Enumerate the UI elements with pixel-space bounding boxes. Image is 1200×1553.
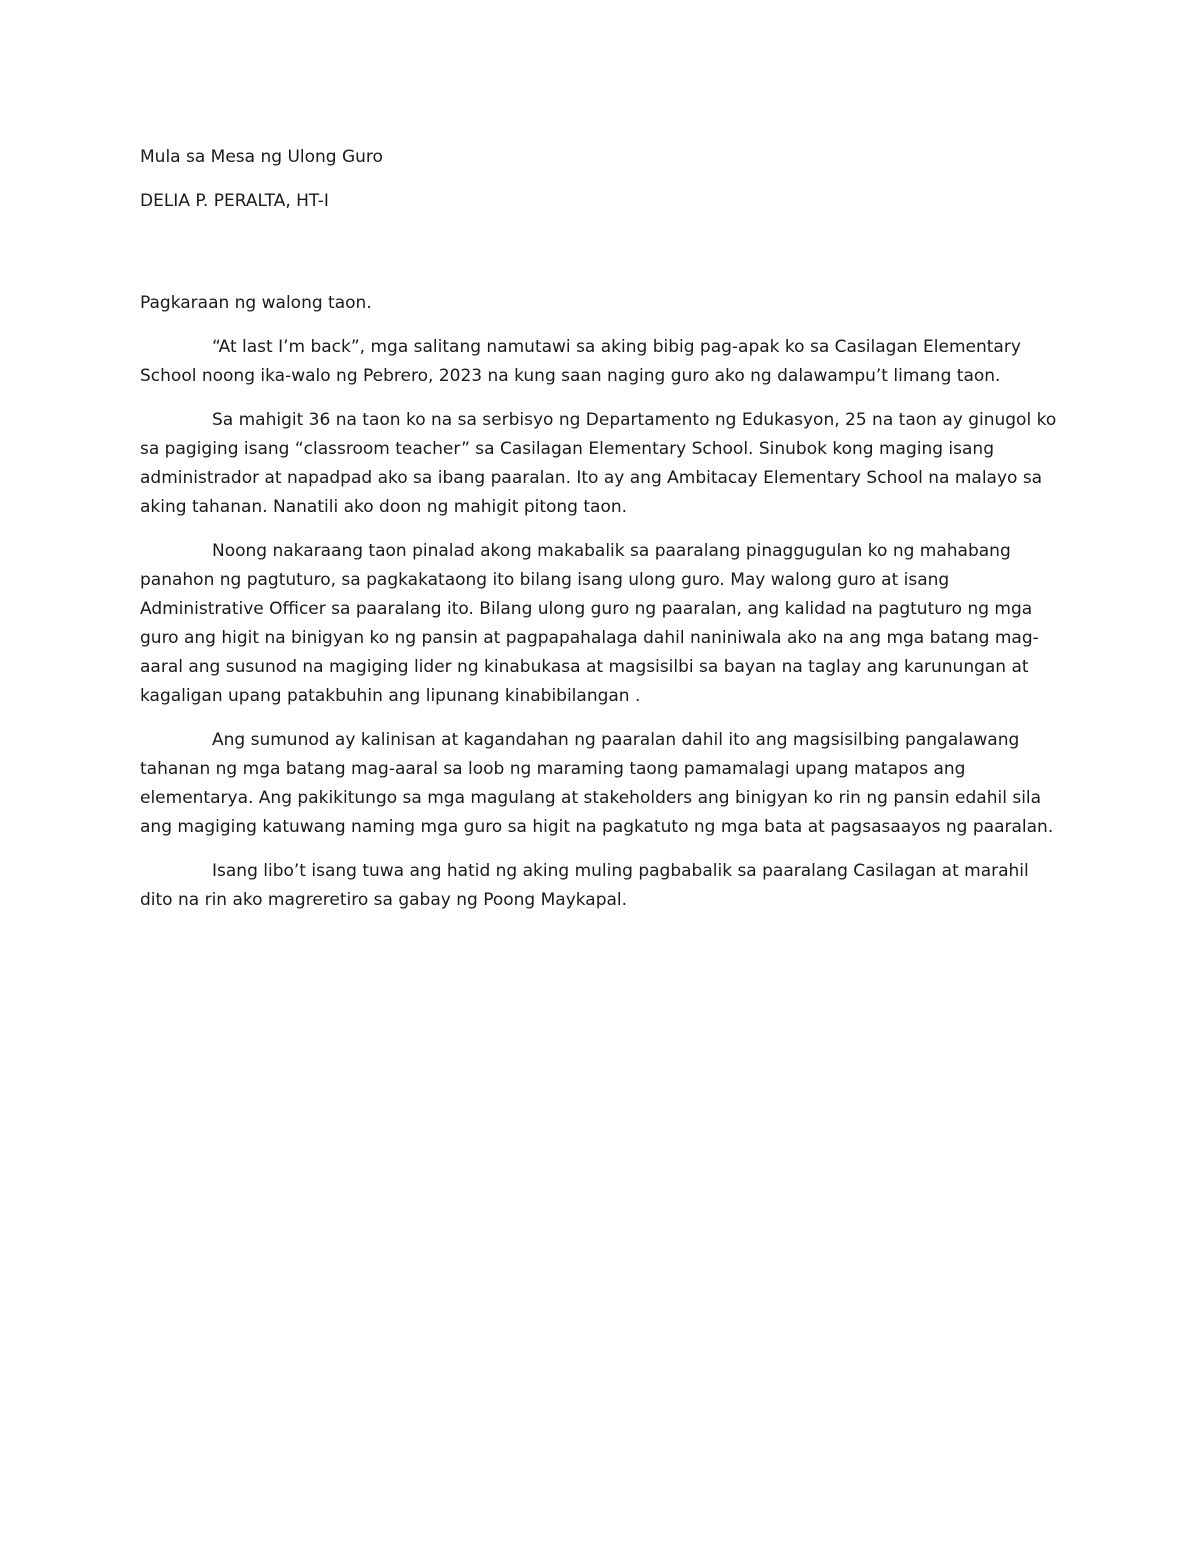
paragraph-2: Sa mahigit 36 na taon ko na sa serbisyo ng Departamento ng Edukasyon, 25 na taon ay ginugol ko sa pagiging isang “classroom teacher” sa Casilagan Elementary School. Sinubok kong maging isang administrador at napadpad ako sa ibang paaralan. Ito ay ang Ambitacay Elementary School na malayo sa aking tahanan. Nanatili ako doon ng mahigit pitong taon. bbox=[140, 410, 1057, 517]
document-body bbox=[140, 143, 1060, 930]
document-heading: Mula sa Mesa ng Ulong Guro bbox=[140, 147, 383, 167]
author-line: DELIA P. PERALTA, HT-I bbox=[140, 191, 329, 211]
spacer bbox=[140, 216, 1060, 289]
paragraph-1: “At last I’m back”, mga salitang namutawi sa aking bibig pag-apak ko sa Casilagan Elementary School noong ika-walo ng Pebrero, 2023 na kung saan naging guro ako ng dalawampu’t limang taon. bbox=[140, 337, 1021, 386]
paragraph-5: Isang libo’t isang tuwa ang hatid ng aking muling pagbabalik sa paaralang Casilagan at marahil dito na rin ako magreretiro sa gabay ng Poong Maykapal. bbox=[140, 861, 1029, 910]
opening-line: Pagkaraan ng walong taon. bbox=[140, 293, 372, 313]
paragraph-3: Noong nakaraang taon pinalad akong makabalik sa paaralang pinaggugulan ko ng mahabang panahon ng pagtuturo, sa pagkakataong ito bilang isang ulong guro. May walong guro at isang Administrative Officer sa paaralang ito. Bilang ulong guro ng paaralan, ang kalidad na pagtuturo ng mga guro ang higit na binigyan ko ng pansin at pagpapahalaga dahil naniniwala ako na ang mga batang mag-aaral ang susunod na magiging lider ng kinabukasa at magsisilbi sa bayan na taglay ang karunungan at kagaligan upang patakbuhin ang lipunang kinabibilangan . bbox=[140, 541, 1039, 706]
paragraph-4: Ang sumunod ay kalinisan at kagandahan ng paaralan dahil ito ang magsisilbing pangalawang tahanan ng mga batang mag-aaral sa loob ng maraming taong pamamalagi upang matapos ang elementarya. Ang pakikitungo sa mga magulang at stakeholders ang binigyan ko rin ng pansin edahil sila ang magiging katuwang naming mga guro sa higit na pagkatuto ng mga bata at pagsasaayos ng paaralan. bbox=[140, 730, 1054, 837]
